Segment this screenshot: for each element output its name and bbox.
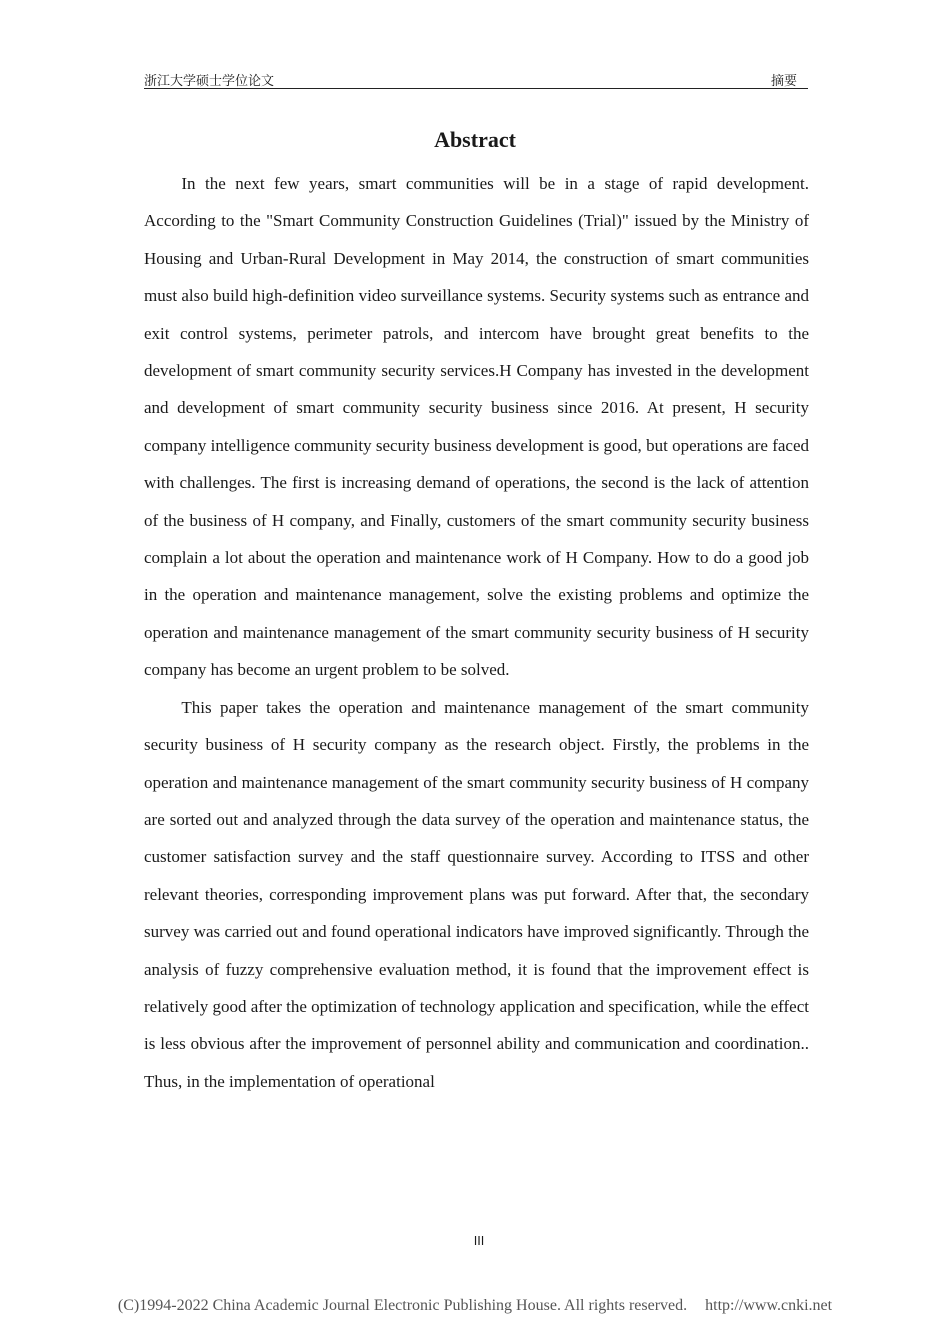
running-header	[144, 68, 808, 89]
page-title: Abstract	[434, 127, 516, 152]
paragraph-2: This paper takes the operation and maintenance management of the smart community security business of H security company as the research object. Firstly, the problems in the operation and maintenance management of the smart community security business of H company are sorted out and analyzed through the data survey of the operation and maintenance status, the customer satisfaction survey and the staff questionnaire survey. According to ITSS and other relevant theories, corresponding improvement plans was put forward. After that, the secondary survey was carried out and found operational indicators have improved significantly. Through the analysis of fuzzy comprehensive evaluation method, it is found that the improvement effect is relatively good after the optimization of technology application and specification, while the effect is less obvious after the improvement of personnel ability and communication and coordination.. Thus, in the implementation of operational	[144, 697, 809, 1091]
page-number: III	[473, 1234, 485, 1248]
copyright-text: (C)1994-2022 China Academic Journal Electronic Publishing House. All rights reserved.	[117, 1297, 688, 1314]
footer-url[interactable]: http://www.cnki.net	[705, 1297, 833, 1314]
copyright-footer	[0, 1297, 950, 1315]
header-institution: 浙江大学硕士学位论文	[144, 74, 275, 89]
paragraph-1: In the next few years, smart communities will be in a stage of rapid development. According to the "Smart Community Construction Guidelines (Trial)" issued by the Ministry of Housing and Urban-Rural Development in May 2014, the construction of smart communities must also build high-definition video surveillance systems. Security systems such as entrance and exit control systems, perimeter patrols, and intercom have brought great benefits to the development of smart community security services.H Company has invested in the development and development of smart community security business since 2016. At present, H security company intelligence community security business development is good, but operations are faced with challenges. The first is increasing demand of operations, the second is the lack of attention of the business of H company, and Finally, customers of the smart community security business complain a lot about the operation and maintenance work of H Company. How to do a good job in the operation and maintenance management, solve the existing problems and optimize the operation and maintenance management of the smart community security business of H security company has become an urgent problem to be solved.	[144, 174, 809, 680]
header-section: 摘要	[770, 74, 797, 89]
abstract-body	[144, 165, 809, 1100]
